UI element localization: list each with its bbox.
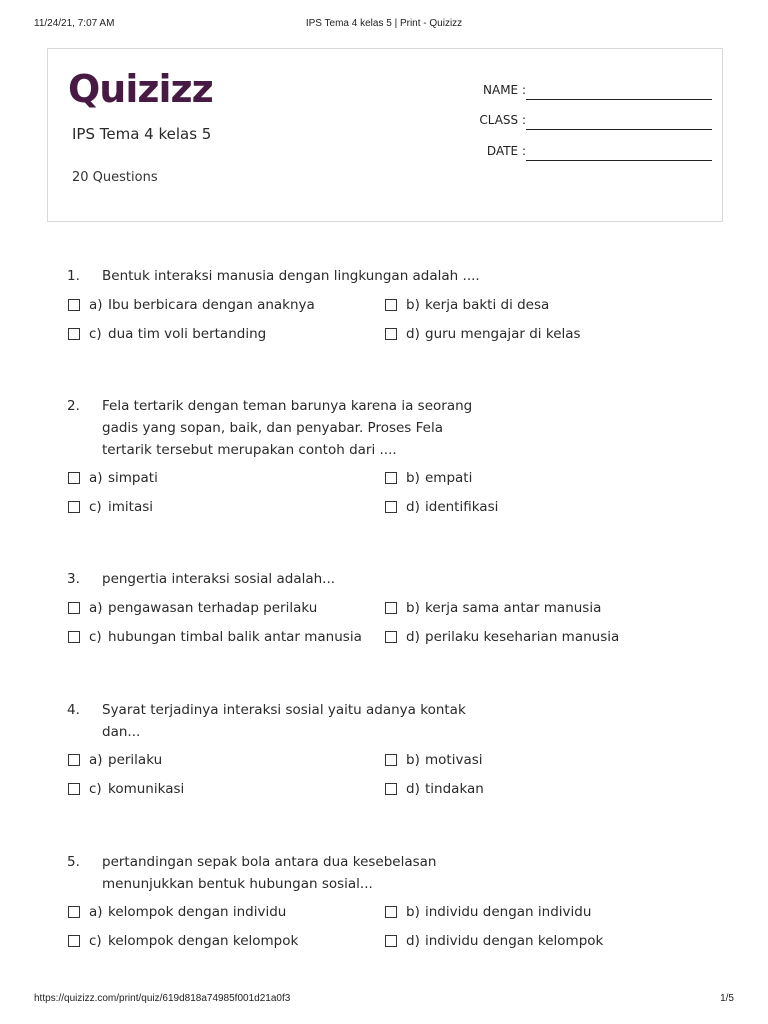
page-number: 1/5 <box>720 993 734 1004</box>
name-line[interactable] <box>526 99 712 100</box>
checkbox-icon[interactable] <box>68 754 80 766</box>
date-label: DATE : <box>486 144 526 158</box>
checkbox-icon[interactable] <box>385 754 397 766</box>
checkbox-icon[interactable] <box>68 935 80 947</box>
checkbox-icon[interactable] <box>385 906 397 918</box>
checkbox-icon[interactable] <box>385 602 397 614</box>
question-count: 20 Questions <box>72 170 158 185</box>
quiz-header-card <box>47 48 723 222</box>
question-number: 5. <box>67 854 80 870</box>
checkbox-icon[interactable] <box>385 328 397 340</box>
question-number: 4. <box>67 702 80 718</box>
name-field[interactable] <box>458 83 702 103</box>
checkbox-icon[interactable] <box>385 935 397 947</box>
checkbox-icon[interactable] <box>68 906 80 918</box>
checkbox-icon[interactable] <box>68 501 80 513</box>
checkbox-icon[interactable] <box>68 602 80 614</box>
question-text: pertandingan sepak bola antara dua kesebelasan menunjukkan bentuk hubungan sosial... <box>102 854 437 892</box>
checkbox-icon[interactable] <box>68 299 80 311</box>
name-label: NAME : <box>483 83 526 97</box>
date-field[interactable] <box>458 144 702 164</box>
checkbox-icon[interactable] <box>385 783 397 795</box>
checkbox-icon[interactable] <box>385 501 397 513</box>
class-field[interactable] <box>458 113 702 133</box>
class-line[interactable] <box>526 129 712 130</box>
checkbox-icon[interactable] <box>68 328 80 340</box>
print-title: IPS Tema 4 kelas 5 | Print - Quizizz <box>305 18 463 29</box>
question-number: 3. <box>67 571 80 587</box>
question-text: Syarat terjadinya interaksi sosial yaitu adanya kontak dan... <box>102 702 466 740</box>
quizizz-logo: Quizizz <box>68 67 213 111</box>
checkbox-icon[interactable] <box>68 472 80 484</box>
quiz-title: IPS Tema 4 kelas 5 <box>72 125 212 143</box>
print-footer <box>34 993 734 1007</box>
checkbox-icon[interactable] <box>385 299 397 311</box>
question-text: Fela tertarik dengan teman barunya karena ia seorang gadis yang sopan, baik, dan penyabar. Proses Fela tertarik tersebut merupakan contoh dari .... <box>102 398 473 458</box>
question-number: 2. <box>67 398 80 414</box>
checkbox-icon[interactable] <box>68 631 80 643</box>
date-line[interactable] <box>526 160 712 161</box>
question-number: 1. <box>67 268 80 284</box>
checkbox-icon[interactable] <box>385 631 397 643</box>
question-text: Bentuk interaksi manusia dengan lingkungan adalah .... <box>102 268 480 284</box>
class-label: CLASS : <box>479 113 526 127</box>
print-datetime: 11/24/21, 7:07 AM <box>34 18 115 29</box>
checkbox-icon[interactable] <box>385 472 397 484</box>
question-text: pengertia interaksi sosial adalah... <box>102 571 336 587</box>
print-url[interactable]: https://quizizz.com/print/quiz/619d818a74985f001d21a0f3 <box>34 993 291 1004</box>
print-header <box>34 18 734 32</box>
checkbox-icon[interactable] <box>68 783 80 795</box>
